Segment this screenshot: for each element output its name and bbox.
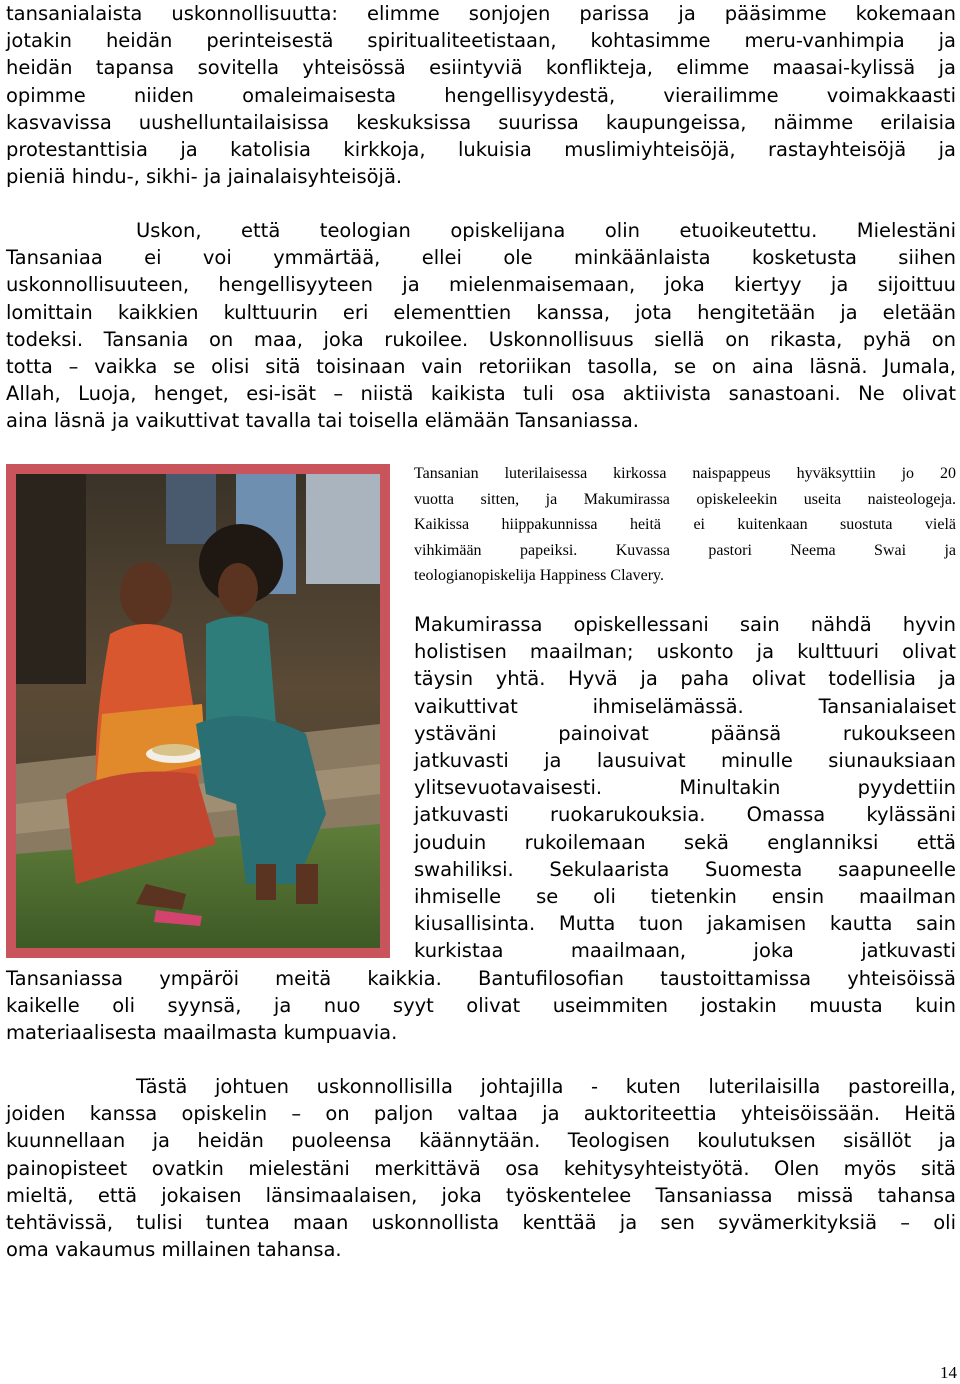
paragraphs-makumira-line: täysin yhtä. Hyvä ja paha olivat todellisia ja (414, 667, 956, 691)
paragraphs-makumira-line: kiusallisinta. Mutta tuon jakamisen kautta sain (414, 912, 956, 936)
caption-line: teologianopiskelija Happiness Clavery. (414, 567, 665, 585)
paragraphs-leaders-line: tehtävissä, tulisi tuntea maan uskonnollista kenttää ja sen syvämerkityksiä – oli (6, 1211, 956, 1234)
paragraphs-makumira-line: kaikelle oli syynsä, ja nuo syyt olivat useimmiten jostakin muusta kuin (6, 993, 956, 1017)
paragraphs-faith-line: todeksi. Tansania on maa, joka rukoilee. Uskonnollisuus siellä on rikasta, pyhä on (6, 327, 956, 351)
paragraphs-leaders-line: joiden kanssa opiskelin – on paljon valtaa ja auktoriteettia yhteisöissään. Heitä (6, 1102, 956, 1126)
paragraphs-makumira-line: holistisen maailman; uskonto ja kulttuuri olivat (414, 640, 956, 664)
paragraphs-makumira-line: ylitsevuotavaisesti. Minultakin pyydettiin (414, 776, 956, 800)
paragraphs-leaders-line: oma vakaumus millainen tahansa. (6, 1238, 342, 1262)
paragraphs-makumira-line: ihmiselle se oli tietenkin ensin maailman (414, 885, 956, 908)
paragraphs-intro-line: tansanialaista uskonnollisuutta: elimme sonjojen parissa ja pääsimme kokemaan (6, 2, 956, 25)
paragraphs-intro-line: protestanttisia ja katolisia kirkkoja, lukuisia muslimiyhteisöjä, rastayhteisöjä ja (6, 138, 956, 161)
paragraphs-makumira-line: jatkuvasti ruokarukouksia. Omassa kylässäni (414, 803, 956, 827)
photo-two-women (6, 464, 390, 958)
caption-line: Tansanian luterilaisessa kirkossa naispappeus hyväksyttiin jo 20 (414, 465, 956, 482)
paragraphs-leaders-line: mieltä, että jokaisen länsimaalaisen, joka työskentelee Tansaniassa missä tahansa (6, 1183, 956, 1207)
paragraphs-faith-line: totta – vaikka se olisi sitä toisinaan vain retoriikan tasolla, se on aina läsnä. Jumala, (6, 355, 956, 378)
paragraphs-leaders-line: Tästä johtuen uskonnollisilla johtajilla - kuten luterilaisilla pastoreilla, (136, 1075, 956, 1098)
caption-line: vihkimään papeiksi. Kuvassa pastori Neema Swai ja (414, 541, 956, 559)
paragraphs-makumira-line: swahiliksi. Sekulaarista Suomesta saapuneelle (414, 857, 956, 881)
page-number: 14 (940, 1363, 957, 1382)
paragraphs-makumira-line: materiaalisesta maailmasta kumpuavia. (6, 1021, 398, 1044)
paragraphs-makumira-line: ystäväni painoivat päänsä rukoukseen (414, 721, 956, 745)
paragraphs-intro-line: jotakin heidän perinteisestä spiritualiteetistaan, kohtasimme meru-vanhimpia ja (6, 29, 956, 53)
paragraphs-leaders-line: kuunnellaan ja heidän puoleensa käännytään. Teologisen koulutuksen sisällöt ja (6, 1129, 956, 1153)
paragraphs-faith-line: lomittain kaikkien kulttuurin eri elementtien kanssa, jota hengitetään ja eletään (6, 300, 956, 324)
paragraphs-faith-line: Allah, Luoja, henget, esi-isät – niistä kaikista tuli osa aktiivista sanastoani. Ne olivat (6, 382, 956, 406)
caption-line: vuotta sitten, ja Makumirassa opiskeleekin useita naisteologeja. (414, 490, 956, 508)
paragraphs-makumira-line: kurkistaa maailmaan, joka jatkuvasti (414, 939, 956, 963)
paragraphs-faith-line: Tansaniaa ei voi ymmärtää, ellei ole minkäänlaista kosketusta siihen (6, 246, 956, 270)
paragraphs-makumira-line: vaikuttivat ihmiselämässä. Tansanialaiset (414, 694, 956, 718)
photo-frame (6, 464, 390, 958)
paragraphs-makumira-line: jatkuvasti ja lausuivat minulle siunauksiaan (414, 749, 956, 772)
paragraphs-intro-line: pieniä hindu-, sikhi- ja jainalaisyhteisöjä. (6, 165, 403, 189)
paragraphs-makumira-line: Makumirassa opiskellessani sain nähdä hyvin (414, 613, 956, 636)
paragraphs-intro-line: opimme niiden omaleimaisesta hengellisyydestä, vierailimme voimakkaasti (6, 83, 956, 107)
paragraphs-faith-line: Uskon, että teologian opiskelijana olin etuoikeutettu. Mielestäni (136, 219, 956, 242)
paragraphs-intro-line: heidän tapansa sovitella yhteisössä esiintyviä konflikteja, elimme maasai-kylissä ja (6, 56, 956, 80)
paragraphs-intro-line: kasvavissa uushelluntailaisissa keskuksissa suurissa kaupungeissa, näimme erilaisia (6, 110, 956, 134)
paragraphs-leaders-line: painopisteet ovatkin mielestäni merkittävä osa kehitysyhteistyötä. Olen myös sitä (6, 1156, 956, 1180)
paragraphs-makumira-line: Tansaniassa ympäröi meitä kaikkia. Bantufilosofian taustoittamissa yhteisöissä (6, 966, 956, 990)
paragraphs-faith-line: uskonnollisuuteen, hengellisyyteen ja mielenmaisemaan, joka kiertyy ja sijoittuu (6, 273, 956, 297)
caption-line: Kaikissa hiippakunnissa heitä ei kuitenkaan suostuta vielä (414, 516, 956, 534)
paragraphs-makumira-line: jouduin rukoilemaan sekä englanniksi että (414, 830, 956, 854)
paragraphs-faith-line: aina läsnä ja vaikuttivat tavalla tai toisella elämään Tansaniassa. (6, 409, 639, 433)
